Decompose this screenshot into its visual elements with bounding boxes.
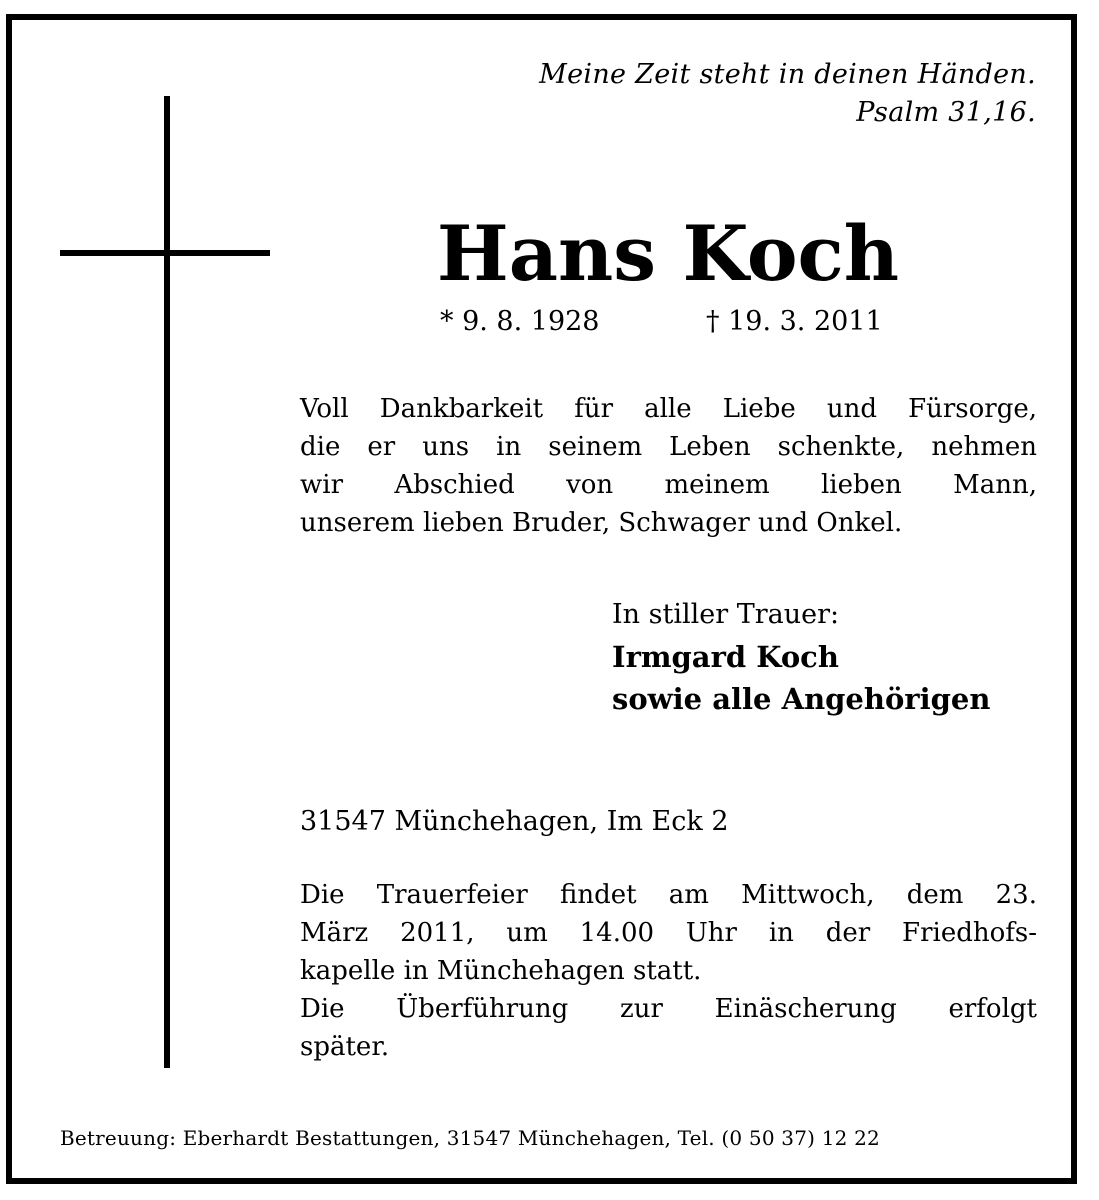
funeral-paragraph bbox=[300, 876, 1037, 1066]
paragraph-line: wir Abschied von meinem lieben Mann, bbox=[300, 470, 1037, 500]
paragraph-line: Voll Dankbarkeit für alle Liebe und Fürsorge, bbox=[300, 394, 1037, 424]
cross-icon-crossbar bbox=[60, 250, 270, 256]
cross-icon bbox=[164, 96, 170, 1068]
paragraph-line: Die Trauerfeier findet am Mittwoch, dem 23. bbox=[300, 880, 1037, 910]
quote-text: Meine Zeit steht in deinen Händen. bbox=[539, 59, 1036, 90]
paragraph-line: März 2011, um 14.00 Uhr in der Friedhofs- bbox=[300, 918, 1037, 948]
address: 31547 Münchehagen, Im Eck 2 bbox=[300, 806, 729, 837]
thanks-paragraph bbox=[300, 390, 1037, 542]
mourners-block bbox=[612, 594, 1042, 720]
mourner-name: Irmgard Koch bbox=[612, 640, 839, 674]
paragraph-line: die er uns in seinem Leben schenkte, nehmen bbox=[300, 432, 1037, 462]
birth-date: * 9. 8. 1928 bbox=[440, 306, 600, 337]
death-date: † 19. 3. 2011 bbox=[706, 306, 883, 337]
paragraph-line: unserem lieben Bruder, Schwager und Onkel. bbox=[300, 508, 903, 538]
paragraph-line: später. bbox=[300, 1032, 390, 1062]
deceased-name: Hans Koch bbox=[436, 209, 900, 298]
bible-quote bbox=[336, 56, 1036, 132]
paragraph-line: Die Überführung zur Einäscherung erfolgt bbox=[300, 994, 1037, 1024]
footer-funeral-home: Betreuung: Eberhardt Bestattungen, 31547 Münchehagen, Tel. (0 50 37) 12 22 bbox=[60, 1126, 880, 1150]
mourners-label: In stiller Trauer: bbox=[612, 599, 840, 630]
paragraph-line: kapelle in Münchehagen statt. bbox=[300, 956, 702, 986]
quote-reference: Psalm 31,16. bbox=[856, 97, 1036, 128]
mourner-name: sowie alle Angehörigen bbox=[612, 682, 991, 716]
